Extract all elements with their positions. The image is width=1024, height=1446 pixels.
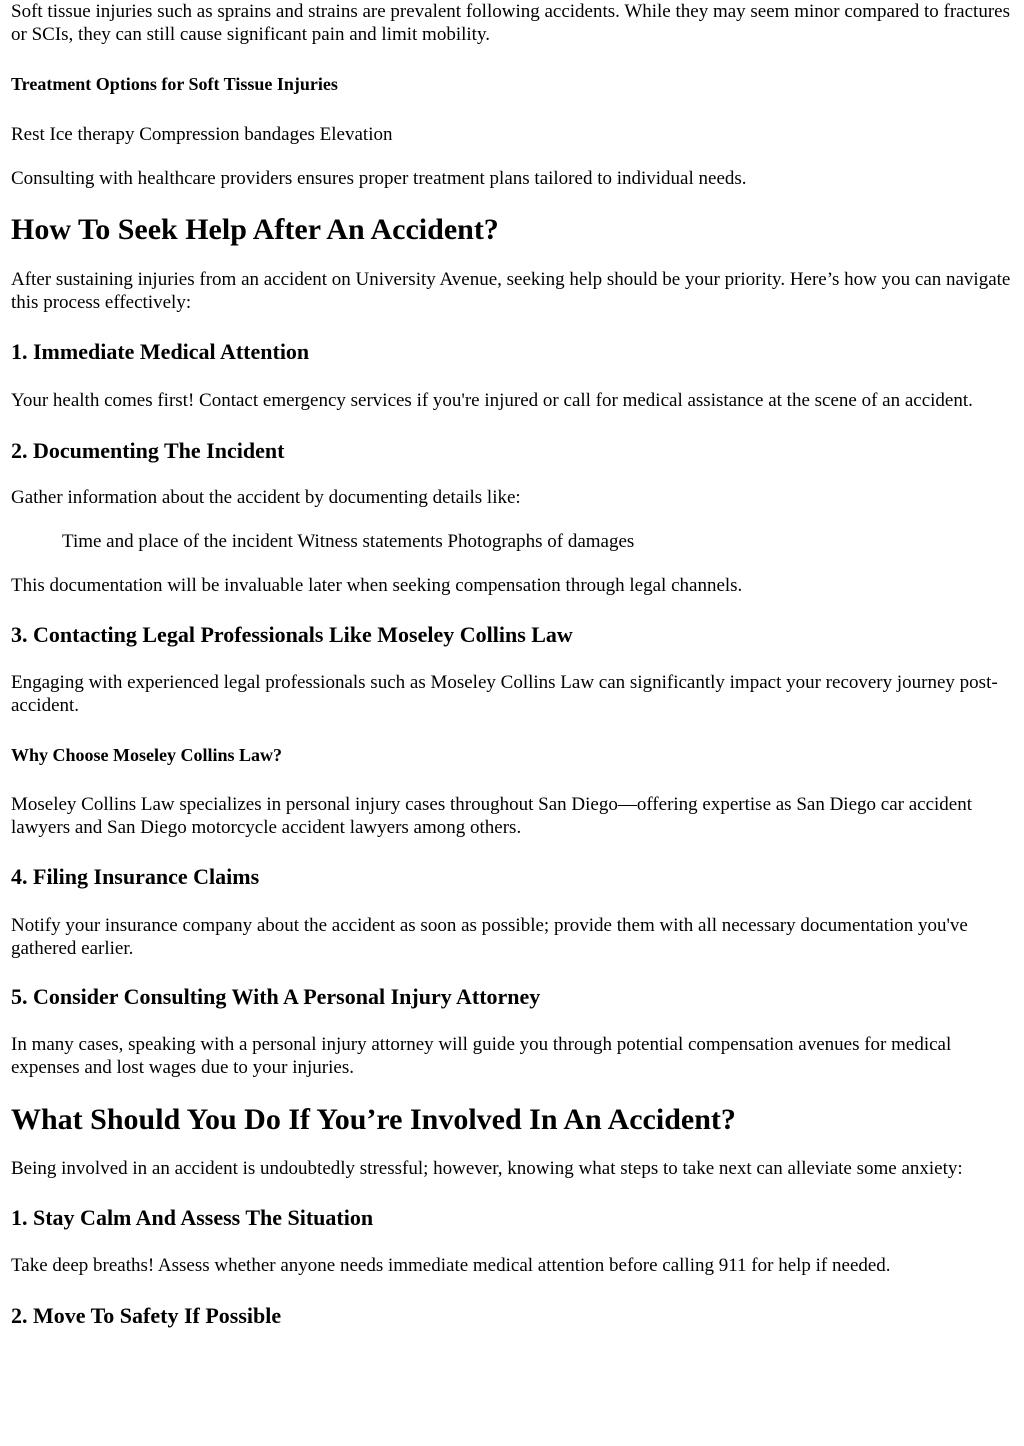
involved-paragraph: Being involved in an accident is undoubtedly stressful; however, knowing what steps to take next can alleviate some anxiety: bbox=[11, 1158, 963, 1179]
treatment-options-heading: Treatment Options for Soft Tissue Injuries bbox=[11, 74, 338, 94]
documenting-heading: 2. Documenting The Incident bbox=[11, 438, 285, 463]
seek-help-heading: How To Seek Help After An Accident? bbox=[11, 213, 499, 246]
consider-attorney-paragraph: In many cases, speaking with a personal injury attorney will guide you through potential compensation avenues for medical expenses and lost wages due to your injuries. bbox=[11, 1034, 952, 1078]
contacting-legal-paragraph: Engaging with experienced legal professionals such as Moseley Collins Law can significantly impact your recovery journey post-accident. bbox=[11, 672, 998, 716]
immediate-medical-paragraph: Your health comes first! Contact emergency services if you're injured or call for medical assistance at the scene of an accident. bbox=[11, 390, 973, 411]
documentation-value-paragraph: This documentation will be invaluable later when seeking compensation through legal channels. bbox=[11, 575, 743, 596]
intro-soft-tissue-paragraph: Soft tissue injuries such as sprains and strains are prevalent following accidents. While they may seem minor compared to fractures or SCIs, they can still cause significant pain and limit mobility. bbox=[11, 1, 1010, 45]
involved-heading: What Should You Do If You’re Involved In An Accident? bbox=[11, 1103, 736, 1136]
filing-claims-heading: 4. Filing Insurance Claims bbox=[11, 864, 260, 889]
immediate-medical-heading: 1. Immediate Medical Attention bbox=[11, 339, 310, 364]
move-safety-heading: 2. Move To Safety If Possible bbox=[11, 1303, 282, 1328]
filing-claims-paragraph: Notify your insurance company about the accident as soon as possible; provide them with all necessary documentation you've gathered earlier. bbox=[11, 915, 968, 959]
documenting-paragraph: Gather information about the accident by documenting details like: bbox=[11, 487, 521, 508]
seek-help-paragraph: After sustaining injuries from an accident on University Avenue, seeking help should be your priority. Here’s how you can navigate this process effectively: bbox=[11, 269, 1011, 313]
stay-calm-paragraph: Take deep breaths! Assess whether anyone needs immediate medical attention before calling 911 for help if needed. bbox=[11, 1255, 891, 1276]
documenting-list: Time and place of the incident Witness statements Photographs of damages bbox=[62, 531, 635, 552]
consulting-paragraph: Consulting with healthcare providers ensures proper treatment plans tailored to individual needs. bbox=[11, 168, 747, 189]
contacting-legal-heading: 3. Contacting Legal Professionals Like Moseley Collins Law bbox=[11, 622, 573, 647]
stay-calm-heading: 1. Stay Calm And Assess The Situation bbox=[11, 1205, 374, 1230]
why-choose-paragraph: Moseley Collins Law specializes in personal injury cases throughout San Diego—offering expertise as San Diego car accident lawyers and San Diego motorcycle accident lawyers among others. bbox=[11, 794, 972, 838]
consider-attorney-heading: 5. Consider Consulting With A Personal Injury Attorney bbox=[11, 984, 541, 1009]
why-choose-heading: Why Choose Moseley Collins Law? bbox=[11, 745, 283, 765]
treatment-options-list: Rest Ice therapy Compression bandages Elevation bbox=[11, 124, 393, 145]
